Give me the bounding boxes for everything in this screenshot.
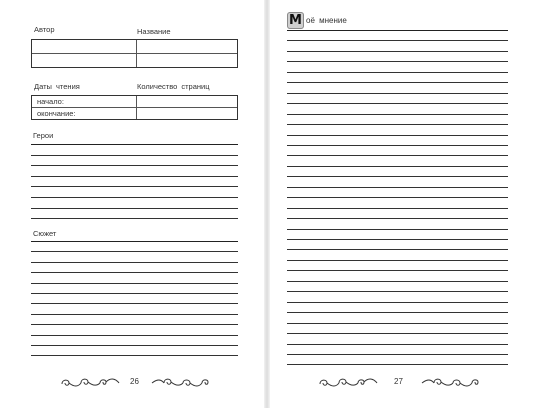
writing-line[interactable]	[287, 93, 508, 94]
writing-line[interactable]	[31, 241, 238, 242]
spiral-swirl-icon	[60, 375, 122, 389]
writing-line[interactable]	[287, 281, 508, 282]
writing-line[interactable]	[31, 345, 238, 346]
author-label: Автор	[34, 25, 55, 34]
writing-line[interactable]	[31, 303, 238, 304]
writing-line[interactable]	[31, 186, 238, 187]
spiral-swirl-icon	[150, 375, 212, 389]
end-date-label: окончание:	[37, 109, 76, 118]
writing-line[interactable]	[287, 344, 508, 345]
writing-line[interactable]	[31, 335, 238, 336]
writing-line[interactable]	[287, 145, 508, 146]
writing-line[interactable]	[287, 302, 508, 303]
writing-line[interactable]	[31, 324, 238, 325]
writing-line[interactable]	[287, 103, 508, 104]
writing-line[interactable]	[287, 51, 508, 52]
writing-line[interactable]	[287, 114, 508, 115]
writing-line[interactable]	[31, 293, 238, 294]
plot-label: Сюжет	[33, 229, 57, 238]
page-number-right: 27	[394, 377, 403, 386]
page-count-label: Количество страниц	[137, 82, 210, 91]
start-date-label: начало:	[37, 97, 64, 106]
writing-line[interactable]	[31, 262, 238, 263]
writing-line[interactable]	[31, 165, 238, 166]
writing-line[interactable]	[287, 166, 508, 167]
writing-line[interactable]	[31, 314, 238, 315]
writing-line[interactable]	[287, 155, 508, 156]
writing-line[interactable]	[31, 218, 238, 219]
writing-line[interactable]	[31, 155, 238, 156]
writing-line[interactable]	[287, 364, 508, 365]
writing-line[interactable]	[287, 30, 508, 31]
writing-line[interactable]	[287, 72, 508, 73]
writing-line[interactable]	[287, 82, 508, 83]
writing-line[interactable]	[287, 333, 508, 334]
writing-line[interactable]	[287, 270, 508, 271]
writing-line[interactable]	[31, 208, 238, 209]
writing-line[interactable]	[31, 251, 238, 252]
writing-line[interactable]	[31, 144, 238, 145]
writing-line[interactable]	[287, 176, 508, 177]
writing-line[interactable]	[287, 218, 508, 219]
writing-line[interactable]	[287, 312, 508, 313]
writing-line[interactable]	[31, 355, 238, 356]
writing-line[interactable]	[287, 354, 508, 355]
title-text: оё мнение	[306, 16, 347, 26]
writing-line[interactable]	[287, 40, 508, 41]
writing-line[interactable]	[287, 239, 508, 240]
author-title-box-column-divider	[136, 40, 137, 67]
author-title-box[interactable]	[31, 39, 238, 68]
writing-line[interactable]	[31, 176, 238, 177]
heroes-label: Герои	[33, 131, 54, 140]
dates-box-column-divider	[136, 96, 137, 119]
writing-line[interactable]	[287, 260, 508, 261]
spiral-swirl-icon	[420, 375, 482, 389]
writing-line[interactable]	[287, 197, 508, 198]
writing-line[interactable]	[287, 249, 508, 250]
reading-dates-label: Даты чтения	[34, 82, 80, 91]
title-label: Название	[137, 27, 171, 36]
spiral-swirl-icon	[318, 375, 380, 389]
writing-line[interactable]	[287, 323, 508, 324]
title-capital-letter: М	[287, 12, 304, 29]
writing-line[interactable]	[31, 283, 238, 284]
my-opinion-title	[287, 12, 347, 32]
dates-box-divider	[32, 107, 237, 108]
writing-line[interactable]	[287, 187, 508, 188]
writing-line[interactable]	[287, 229, 508, 230]
writing-line[interactable]	[287, 208, 508, 209]
page-gutter	[264, 0, 270, 408]
dates-pages-box[interactable]	[31, 95, 238, 120]
writing-line[interactable]	[287, 135, 508, 136]
writing-line[interactable]	[31, 197, 238, 198]
writing-line[interactable]	[287, 61, 508, 62]
writing-line[interactable]	[31, 272, 238, 273]
writing-line[interactable]	[287, 124, 508, 125]
author-title-box-divider	[32, 53, 237, 54]
writing-line[interactable]	[287, 291, 508, 292]
page-number-left: 26	[130, 377, 139, 386]
